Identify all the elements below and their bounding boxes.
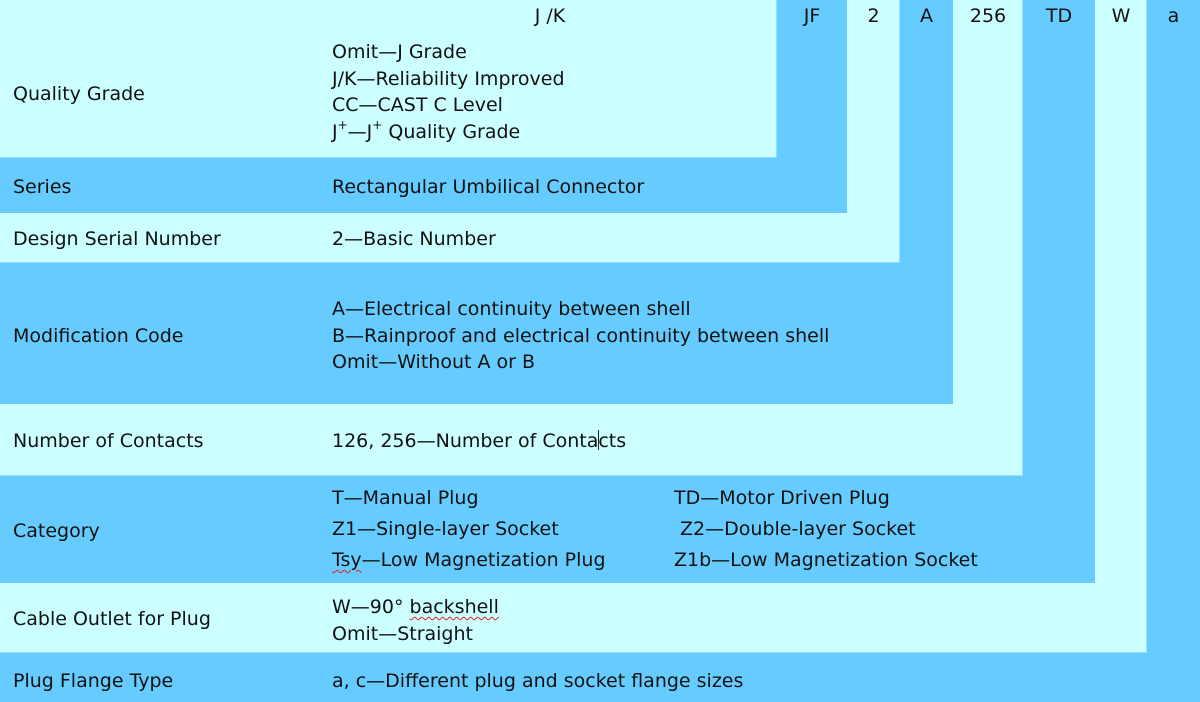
desc-flange bbox=[332, 668, 743, 695]
desc-line: Omit—J Grade bbox=[332, 41, 467, 63]
code-category: TD bbox=[1045, 5, 1073, 27]
label-design-serial: Design Serial Number bbox=[13, 228, 221, 250]
label-category: Category bbox=[13, 520, 100, 542]
category-item: Tsy—Low Magnetization Plug bbox=[332, 549, 606, 571]
category-row bbox=[332, 545, 978, 576]
code-cable-outlet: W bbox=[1111, 5, 1131, 27]
desc-modification bbox=[332, 296, 829, 376]
category-item: Z1b—Low Magnetization Socket bbox=[674, 549, 978, 571]
code-modification: A bbox=[920, 5, 933, 27]
desc-contacts[interactable] bbox=[332, 428, 626, 455]
desc-quality-grade bbox=[332, 39, 565, 145]
code-design-serial: 2 bbox=[867, 5, 880, 27]
desc-line: CC—CAST C Level bbox=[332, 94, 503, 116]
label-flange: Plug Flange Type bbox=[13, 670, 174, 692]
spellcheck-mark: backshell bbox=[409, 596, 499, 618]
desc-line: Omit—Straight bbox=[332, 622, 473, 645]
desc-line-jplus: J+—J+ Quality Grade bbox=[332, 118, 521, 143]
code-series: JF bbox=[803, 5, 821, 27]
desc-line: B—Rainproof and electrical continuity between shell bbox=[332, 324, 830, 347]
column-flange bbox=[1147, 0, 1200, 702]
desc-series bbox=[332, 174, 644, 201]
label-modification: Modification Code bbox=[13, 325, 184, 347]
code-quality-grade: J /K bbox=[534, 5, 566, 27]
desc-line: A—Electrical continuity between shell bbox=[332, 298, 691, 320]
desc-design-serial bbox=[332, 226, 496, 253]
desc-line: J/K—Reliability Improved bbox=[332, 67, 565, 90]
spellcheck-mark: Tsy bbox=[332, 549, 362, 571]
category-row bbox=[332, 514, 978, 545]
code-flange: a bbox=[1167, 5, 1180, 27]
category-item: Z2—Double-layer Socket bbox=[674, 518, 916, 540]
category-row bbox=[332, 483, 978, 514]
desc-line: Rectangular Umbilical Connector bbox=[332, 176, 645, 198]
code-contacts: 256 bbox=[969, 5, 1007, 27]
label-cable-outlet: Cable Outlet for Plug bbox=[13, 608, 211, 630]
category-item: TD—Motor Driven Plug bbox=[674, 487, 890, 509]
label-contacts: Number of Contacts bbox=[13, 430, 204, 452]
column-cable-outlet bbox=[1095, 0, 1147, 653]
desc-line: W—90° backshell bbox=[332, 596, 499, 618]
label-series: Series bbox=[13, 176, 72, 198]
category-item: Z1—Single-layer Socket bbox=[332, 518, 559, 540]
label-quality-grade: Quality Grade bbox=[13, 83, 145, 105]
desc-cable-outlet bbox=[332, 594, 499, 647]
category-item: T—Manual Plug bbox=[332, 487, 479, 509]
desc-line: 2—Basic Number bbox=[332, 228, 496, 250]
desc-line: a, c—Different plug and socket flange sizes bbox=[332, 670, 744, 692]
desc-line: Omit—Without A or B bbox=[332, 351, 536, 373]
desc-line[interactable]: 126, 256—Number of Contacts bbox=[332, 430, 627, 452]
desc-category bbox=[332, 483, 978, 576]
